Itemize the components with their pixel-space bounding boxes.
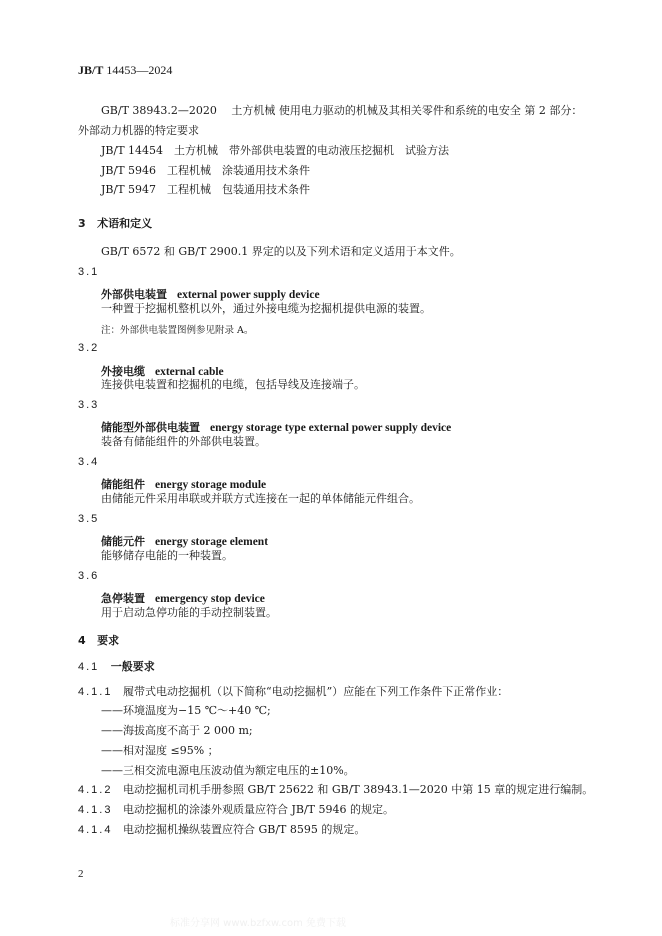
section-3-intro: GB/T 6572 和 GB/T 2900.1 界定的以及下列术语和定义适用于本文件。 (101, 245, 461, 258)
term-3-4-cn: 储能组件 (101, 478, 145, 491)
term-3-2-en: external cable (155, 366, 224, 378)
term-3-5-cn: 储能元件 (101, 535, 145, 548)
term-3-5-definition: 能够储存电能的一种装置。 (101, 549, 233, 562)
ref-1-line1: GB/T 38943.2—2020 土方机械 使用电力驱动的机械及其相关零件和系统的电安全 第 2 部分： (101, 104, 583, 117)
req-4-1-1 (78, 685, 508, 699)
ref-1-line2: 外部动力机器的特定要求 (78, 124, 199, 137)
req-4-1-2-number: 4.1.2 (78, 784, 113, 796)
req-4-1-4-text: 电动挖掘机操纵装置应符合 GB/T 8595 的规定。 (122, 823, 366, 836)
term-3-6-heading (101, 587, 265, 606)
section-4-1-heading (78, 658, 155, 674)
term-3-6-definition: 用于启动急停功能的手动控制装置。 (101, 606, 277, 619)
term-3-3-cn: 储能型外部供电装置 (101, 421, 200, 434)
term-3-4-en: energy storage module (155, 479, 267, 491)
req-4-1-4-number: 4.1.4 (78, 824, 113, 836)
req-4-1-1-item: ——环境温度为−15 ℃～+40 ℃; (101, 704, 271, 717)
header-prefix: JB/T (78, 63, 104, 77)
term-3-5-en: energy storage element (155, 536, 269, 548)
req-4-1-1-item: ——海拔高度不高于 2 000 m; (101, 724, 253, 737)
term-3-6-number: 3.6 (78, 570, 100, 582)
term-3-4-heading (101, 473, 266, 492)
req-4-1-2 (78, 783, 593, 797)
section-4-number: 4 (78, 634, 86, 647)
req-4-1-3-number: 4.1.3 (78, 804, 113, 816)
section-4-1-title: 一般要求 (110, 660, 155, 673)
term-3-1-cn: 外部供电装置 (101, 288, 167, 301)
term-3-6-cn: 急停装置 (101, 592, 145, 605)
req-4-1-1-text: 履带式电动挖掘机（以下简称“电动挖掘机”）应能在下列工作条件下正常作业： (122, 685, 509, 698)
section-3-title: 术语和定义 (97, 217, 153, 230)
term-3-2-cn: 外接电缆 (101, 365, 145, 378)
ref-2: JB/T 14454 土方机械 带外部供电装置的电动液压挖掘机 试验方法 (101, 144, 450, 157)
section-3-number: 3 (78, 217, 86, 230)
term-3-1-number: 3.1 (78, 266, 100, 278)
document-header (78, 63, 172, 78)
req-4-1-4 (78, 823, 365, 837)
term-3-2-definition: 连接供电装置和挖掘机的电缆，包括导线及连接端子。 (101, 378, 365, 391)
watermark-text: 标准分享网 www.bzfxw.com 免费下载 (170, 918, 346, 929)
term-3-3-en: energy storage type external power supply device (210, 422, 452, 434)
term-3-5-heading (101, 530, 268, 549)
term-3-2-heading (101, 360, 224, 379)
page-number: 2 (78, 868, 84, 880)
term-3-4-definition: 由储能元件采用串联或并联方式连接在一起的单体储能元件组合。 (101, 492, 420, 505)
ref-4: JB/T 5947 工程机械 包装通用技术条件 (101, 183, 311, 196)
term-3-3-definition: 装备有储能组件的外部供电装置。 (101, 435, 266, 448)
req-4-1-1-number: 4.1.1 (78, 686, 113, 698)
ref-3: JB/T 5946 工程机械 涂装通用技术条件 (101, 164, 311, 177)
req-4-1-2-text: 电动挖掘机司机手册参照 GB/T 25622 和 GB/T 38943.1—2020 中第 15 章的规定进行编制。 (122, 783, 594, 796)
term-3-4-number: 3.4 (78, 456, 100, 468)
term-3-1-note: 注：外部供电装置图例参见附录 A。 (101, 325, 254, 336)
term-3-1-en: external power supply device (177, 289, 320, 301)
section-4-heading (78, 632, 119, 648)
req-4-1-3 (78, 803, 394, 817)
req-4-1-3-text: 电动挖掘机的涂漆外观质量应符合 JB/T 5946 的规定。 (122, 803, 394, 816)
term-3-3-number: 3.3 (78, 399, 100, 411)
term-3-6-en: emergency stop device (155, 593, 265, 605)
term-3-2-number: 3.2 (78, 342, 100, 354)
section-3-heading (78, 215, 152, 231)
req-4-1-1-item: ——三相交流电源电压波动值为额定电压的±10%。 (101, 764, 355, 777)
req-4-1-1-item: ——相对湿度 ≤95% ； (101, 744, 219, 757)
section-4-title: 要求 (97, 634, 120, 647)
section-4-1-number: 4.1 (78, 661, 100, 673)
term-3-3-heading (101, 416, 451, 435)
header-code: 14453—2024 (103, 63, 173, 77)
term-3-1-definition: 一种置于挖掘机整机以外，通过外接电缆为挖掘机提供电源的装置。 (101, 302, 431, 315)
term-3-1-heading (101, 283, 320, 302)
term-3-5-number: 3.5 (78, 513, 100, 525)
